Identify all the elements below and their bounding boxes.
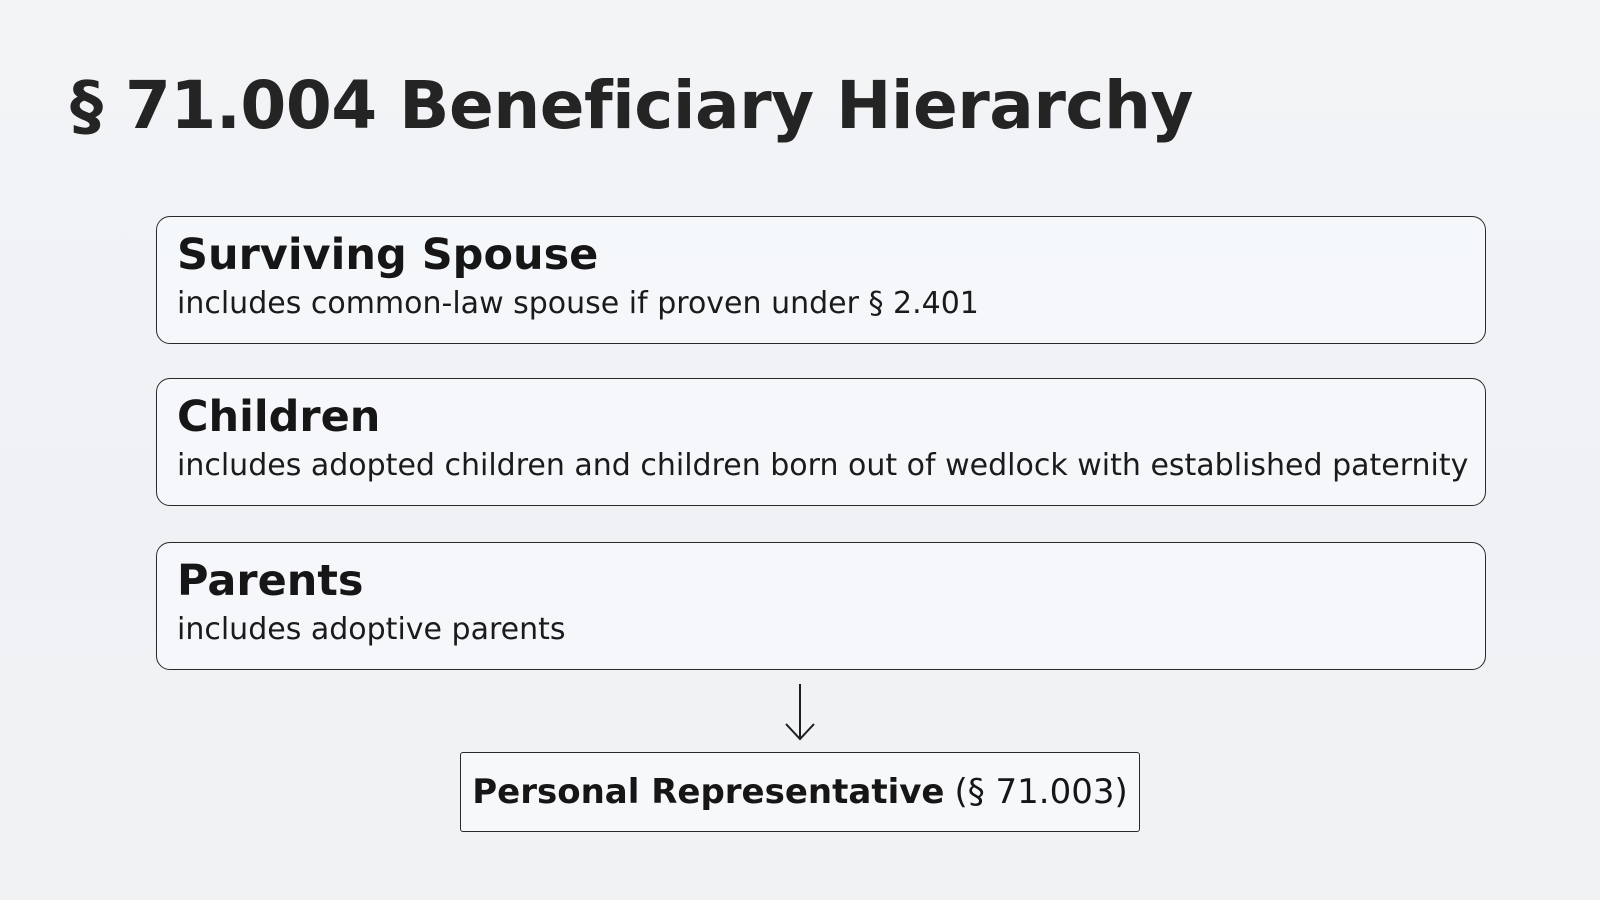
result-name: Personal Representative — [472, 772, 945, 812]
tier-description: includes adopted children and children born out of wedlock with established paternity — [177, 448, 1469, 483]
tier-box-surviving-spouse — [156, 216, 1486, 344]
tier-box-children — [156, 378, 1486, 506]
arrow-down-icon — [782, 682, 818, 742]
tier-description: includes common-law spouse if proven under § 2.401 — [177, 286, 979, 321]
tier-heading: Surviving Spouse — [177, 230, 599, 280]
result-reference: (§ 71.003) — [954, 772, 1128, 812]
page-title: § 71.004 Beneficiary Hierarchy — [70, 67, 1194, 144]
tier-description: includes adoptive parents — [177, 612, 566, 647]
tier-heading: Children — [177, 392, 381, 442]
tier-box-parents — [156, 542, 1486, 670]
personal-representative-box — [460, 752, 1140, 832]
tier-heading: Parents — [177, 556, 364, 606]
